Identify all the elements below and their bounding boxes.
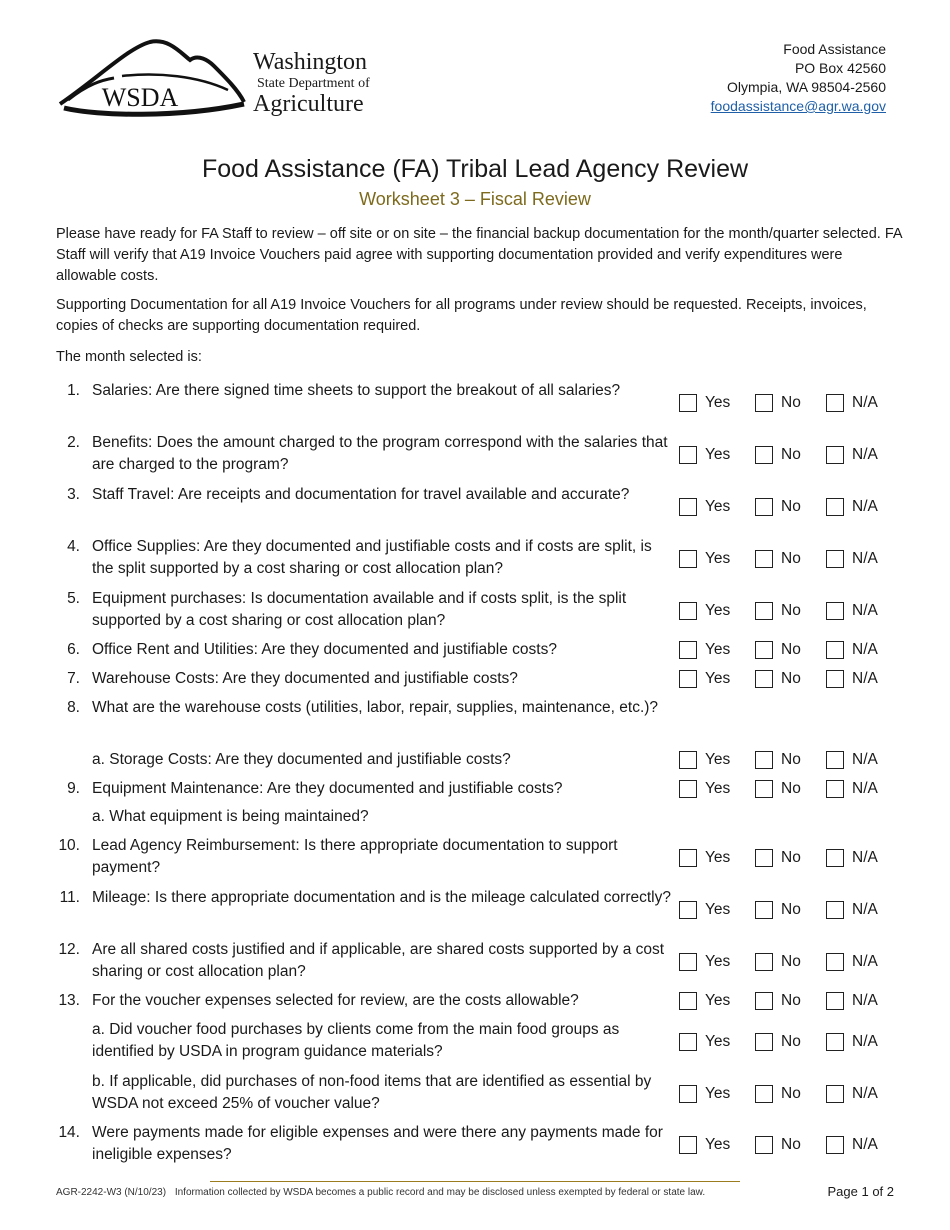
- option-yes[interactable]: [679, 1031, 730, 1053]
- question-row: [56, 806, 916, 828]
- yes-checkbox[interactable]: [679, 602, 697, 620]
- option-no[interactable]: [755, 1134, 801, 1156]
- answer-options: [679, 887, 919, 933]
- no-checkbox[interactable]: [755, 1136, 773, 1154]
- answer-options: [679, 639, 919, 661]
- question-number: 3.: [67, 486, 80, 503]
- yes-checkbox[interactable]: [679, 751, 697, 769]
- question-number: 6.: [67, 641, 80, 658]
- yes-label: Yes: [705, 394, 731, 411]
- answer-options: [679, 1122, 919, 1168]
- option-no[interactable]: [755, 548, 801, 570]
- intro-text: [56, 224, 906, 345]
- na-label: N/A: [852, 901, 878, 918]
- option-na[interactable]: [826, 639, 878, 661]
- na-label: N/A: [852, 446, 878, 463]
- option-na[interactable]: [826, 778, 878, 800]
- no-label: No: [781, 751, 801, 768]
- option-yes[interactable]: [679, 639, 730, 661]
- na-label: N/A: [852, 953, 878, 970]
- question-text: Office Rent and Utilities: Are they documented and justifiable costs?: [92, 641, 557, 658]
- na-label: N/A: [852, 602, 878, 619]
- no-checkbox[interactable]: [755, 901, 773, 919]
- question-number: 2.: [67, 434, 80, 451]
- question-text: Lead Agency Reimbursement: Is there appropriate documentation to support payment?: [92, 837, 618, 876]
- email-link[interactable]: foodassistance@agr.wa.gov: [710, 98, 886, 114]
- question-number: 8.: [67, 699, 80, 716]
- no-label: No: [781, 1033, 801, 1050]
- na-checkbox[interactable]: [826, 780, 844, 798]
- yes-checkbox[interactable]: [679, 670, 697, 688]
- option-yes[interactable]: [679, 392, 730, 414]
- na-checkbox[interactable]: [826, 446, 844, 464]
- question-text: Mileage: Is there appropriate documentation and is the mileage calculated correctly?: [92, 889, 671, 906]
- no-label: No: [781, 641, 801, 658]
- yes-checkbox[interactable]: [679, 901, 697, 919]
- question-text: a. Did voucher food purchases by clients come from the main food groups as identified by USDA in program guidance materials?: [92, 1021, 620, 1060]
- question-text: b. If applicable, did purchases of non-food items that are identified as essential by WSDA not exceed 25% of voucher value?: [92, 1073, 652, 1112]
- option-yes[interactable]: [679, 899, 730, 921]
- answer-options: [679, 1019, 919, 1065]
- answer-options: [679, 1071, 919, 1117]
- na-checkbox[interactable]: [826, 1085, 844, 1103]
- na-label: N/A: [852, 1136, 878, 1153]
- yes-label: Yes: [705, 751, 731, 768]
- org-name-line3: Agriculture: [253, 91, 364, 117]
- option-na[interactable]: [826, 1083, 878, 1105]
- no-checkbox[interactable]: [755, 394, 773, 412]
- yes-checkbox[interactable]: [679, 780, 697, 798]
- answer-options: [679, 668, 919, 690]
- mountain-logo-icon: [58, 38, 248, 120]
- footer-notice: [56, 1187, 705, 1198]
- page-subtitle: Worksheet 3 – Fiscal Review: [359, 189, 591, 209]
- na-label: N/A: [852, 849, 878, 866]
- na-checkbox[interactable]: [826, 670, 844, 688]
- address-block: [711, 40, 886, 116]
- na-label: N/A: [852, 1085, 878, 1102]
- month-selected-label: The month selected is:: [56, 349, 202, 365]
- no-checkbox[interactable]: [755, 446, 773, 464]
- no-label: No: [781, 992, 801, 1009]
- na-label: N/A: [852, 394, 878, 411]
- na-checkbox[interactable]: [826, 992, 844, 1010]
- question-text: Equipment Maintenance: Are they documented and justifiable costs?: [92, 780, 563, 797]
- yes-label: Yes: [705, 849, 731, 866]
- yes-checkbox[interactable]: [679, 1085, 697, 1103]
- question-text: What are the warehouse costs (utilities, labor, repair, supplies, maintenance, etc.)?: [92, 699, 659, 716]
- page-number: Page 1 of 2: [827, 1184, 894, 1199]
- option-na[interactable]: [826, 847, 878, 869]
- question-number: 9.: [67, 780, 80, 797]
- na-label: N/A: [852, 550, 878, 567]
- answer-options: [679, 588, 919, 634]
- address-line: Food Assistance: [783, 41, 886, 57]
- question-row: [56, 380, 916, 426]
- question-row: [56, 432, 916, 478]
- option-no[interactable]: [755, 1083, 801, 1105]
- option-yes[interactable]: [679, 778, 730, 800]
- no-label: No: [781, 901, 801, 918]
- question-text: Are all shared costs justified and if applicable, are shared costs supported by a cost sharing or cost allocation plan?: [92, 941, 665, 980]
- option-na[interactable]: [826, 749, 878, 771]
- na-label: N/A: [852, 498, 878, 515]
- question-number: 13.: [58, 992, 80, 1009]
- question-text: a. What equipment is being maintained?: [92, 808, 369, 825]
- option-yes[interactable]: [679, 668, 730, 690]
- na-checkbox[interactable]: [826, 751, 844, 769]
- na-checkbox[interactable]: [826, 550, 844, 568]
- question-row: [56, 749, 916, 771]
- question-text: Equipment purchases: Is documentation available and if costs split, is the split supported by a cost sharing or cost allocation plan?: [92, 590, 627, 629]
- no-label: No: [781, 953, 801, 970]
- option-na[interactable]: [826, 1134, 878, 1156]
- page-title: Food Assistance (FA) Tribal Lead Agency Review: [201, 155, 749, 183]
- question-number: 4.: [67, 538, 80, 555]
- option-yes[interactable]: [679, 749, 730, 771]
- answer-options: [679, 380, 919, 426]
- option-no[interactable]: [755, 990, 801, 1012]
- option-na[interactable]: [826, 1031, 878, 1053]
- na-checkbox[interactable]: [826, 498, 844, 516]
- option-na[interactable]: [826, 392, 878, 414]
- question-number: 7.: [67, 670, 80, 687]
- answer-options: [679, 536, 919, 582]
- question-text: For the voucher expenses selected for review, are the costs allowable?: [92, 992, 579, 1009]
- answer-options: [679, 484, 919, 530]
- question-row: [56, 1019, 916, 1065]
- no-checkbox[interactable]: [755, 751, 773, 769]
- intro-paragraph-1: Please have ready for FA Staff to review – off site or on site – the financial backup documentation for the month/quarter selected. FA Staff will verify that A19 Invoice Vouchers paid agree with supporting documentation provided and verify expenditures were allowable costs.: [56, 226, 902, 284]
- answer-options: [679, 939, 919, 985]
- question-number: 1.: [67, 382, 80, 399]
- na-label: N/A: [852, 751, 878, 768]
- option-na[interactable]: [826, 496, 878, 518]
- yes-checkbox[interactable]: [679, 953, 697, 971]
- yes-checkbox[interactable]: [679, 394, 697, 412]
- yes-label: Yes: [705, 1085, 731, 1102]
- no-label: No: [781, 602, 801, 619]
- no-label: No: [781, 670, 801, 687]
- question-row: [56, 588, 916, 634]
- na-label: N/A: [852, 641, 878, 658]
- yes-label: Yes: [705, 992, 731, 1009]
- na-checkbox[interactable]: [826, 1136, 844, 1154]
- org-name-line2: State Department of: [257, 76, 370, 91]
- no-checkbox[interactable]: [755, 953, 773, 971]
- na-checkbox[interactable]: [826, 849, 844, 867]
- no-checkbox[interactable]: [755, 1085, 773, 1103]
- question-row: [56, 536, 916, 582]
- option-yes[interactable]: [679, 951, 730, 973]
- question-text: Staff Travel: Are receipts and documentation for travel available and accurate?: [92, 486, 630, 503]
- yes-checkbox[interactable]: [679, 992, 697, 1010]
- question-row: [56, 1122, 916, 1168]
- public-record-notice: Information collected by WSDA becomes a public record and may be disclosed unless exempted by federal or state law.: [174, 1187, 706, 1198]
- no-checkbox[interactable]: [755, 780, 773, 798]
- question-text: Salaries: Are there signed time sheets to support the breakout of all salaries?: [92, 382, 621, 399]
- option-no[interactable]: [755, 392, 801, 414]
- option-no[interactable]: [755, 496, 801, 518]
- option-yes[interactable]: [679, 444, 730, 466]
- option-na[interactable]: [826, 444, 878, 466]
- answer-options: [679, 990, 919, 1012]
- no-label: No: [781, 849, 801, 866]
- intro-paragraph-2: Supporting Documentation for all A19 Invoice Vouchers for all programs under review should be requested. Receipts, invoices, copies of checks are supporting documentation required.: [56, 297, 867, 334]
- logo-wsda-text: WSDA: [101, 83, 179, 112]
- yes-label: Yes: [705, 953, 731, 970]
- question-number: 12.: [58, 941, 80, 958]
- question-row: [56, 835, 916, 881]
- no-checkbox[interactable]: [755, 602, 773, 620]
- yes-checkbox[interactable]: [679, 1136, 697, 1154]
- option-no[interactable]: [755, 600, 801, 622]
- no-label: No: [781, 1136, 801, 1153]
- org-name-line1: Washington: [253, 49, 368, 75]
- yes-label: Yes: [705, 1033, 731, 1050]
- no-label: No: [781, 780, 801, 797]
- no-checkbox[interactable]: [755, 670, 773, 688]
- question-text: a. Storage Costs: Are they documented and justifiable costs?: [92, 751, 511, 768]
- answer-options: [679, 835, 919, 881]
- question-row: [56, 484, 916, 530]
- option-no[interactable]: [755, 951, 801, 973]
- option-no[interactable]: [755, 847, 801, 869]
- option-yes[interactable]: [679, 548, 730, 570]
- answer-options: [679, 778, 919, 800]
- option-na[interactable]: [826, 899, 878, 921]
- no-checkbox[interactable]: [755, 1033, 773, 1051]
- question-number: 14.: [58, 1124, 80, 1141]
- option-yes[interactable]: [679, 847, 730, 869]
- question-row: [56, 990, 916, 1012]
- option-no[interactable]: [755, 639, 801, 661]
- no-label: No: [781, 394, 801, 411]
- question-number: 5.: [67, 590, 80, 607]
- question-row: [56, 1071, 916, 1117]
- option-yes[interactable]: [679, 1083, 730, 1105]
- na-checkbox[interactable]: [826, 602, 844, 620]
- form-number: AGR-2242-W3 (N/10/23): [56, 1187, 167, 1198]
- yes-label: Yes: [705, 670, 731, 687]
- wsda-logo: [58, 38, 378, 120]
- no-checkbox[interactable]: [755, 550, 773, 568]
- option-no[interactable]: [755, 1031, 801, 1053]
- question-text: Warehouse Costs: Are they documented and justifiable costs?: [92, 670, 518, 687]
- na-checkbox[interactable]: [826, 1033, 844, 1051]
- no-label: No: [781, 446, 801, 463]
- na-checkbox[interactable]: [826, 901, 844, 919]
- yes-checkbox[interactable]: [679, 498, 697, 516]
- no-checkbox[interactable]: [755, 641, 773, 659]
- na-checkbox[interactable]: [826, 953, 844, 971]
- option-no[interactable]: [755, 749, 801, 771]
- yes-label: Yes: [705, 901, 731, 918]
- na-checkbox[interactable]: [826, 641, 844, 659]
- answer-options: [679, 432, 919, 478]
- no-label: No: [781, 498, 801, 515]
- address-line: PO Box 42560: [794, 60, 886, 76]
- yes-label: Yes: [705, 641, 731, 658]
- option-no[interactable]: [755, 899, 801, 921]
- na-label: N/A: [852, 780, 878, 797]
- na-label: N/A: [852, 992, 878, 1009]
- yes-label: Yes: [705, 446, 731, 463]
- yes-checkbox[interactable]: [679, 641, 697, 659]
- option-no[interactable]: [755, 778, 801, 800]
- option-na[interactable]: [826, 600, 878, 622]
- yes-label: Yes: [705, 550, 731, 567]
- option-yes[interactable]: [679, 496, 730, 518]
- question-row: [56, 778, 916, 800]
- na-label: N/A: [852, 670, 878, 687]
- option-yes[interactable]: [679, 1134, 730, 1156]
- yes-checkbox[interactable]: [679, 446, 697, 464]
- question-number: 10.: [58, 837, 80, 854]
- no-label: No: [781, 550, 801, 567]
- yes-label: Yes: [705, 602, 731, 619]
- no-checkbox[interactable]: [755, 498, 773, 516]
- no-checkbox[interactable]: [755, 992, 773, 1010]
- option-na[interactable]: [826, 668, 878, 690]
- no-label: No: [781, 1085, 801, 1102]
- option-na[interactable]: [826, 951, 878, 973]
- address-line: Olympia, WA 98504-2560: [726, 79, 886, 95]
- question-row: [56, 639, 916, 661]
- yes-checkbox[interactable]: [679, 849, 697, 867]
- option-no[interactable]: [755, 668, 801, 690]
- yes-label: Yes: [705, 498, 731, 515]
- answer-options: [679, 749, 919, 771]
- question-text: Benefits: Does the amount charged to the program correspond with the salaries that are charged to the program?: [92, 434, 668, 473]
- yes-label: Yes: [705, 1136, 731, 1153]
- na-checkbox[interactable]: [826, 394, 844, 412]
- question-text: Office Supplies: Are they documented and justifiable costs and if costs are split, is the split supported by a cost sharing or cost allocation plan?: [92, 538, 652, 577]
- yes-checkbox[interactable]: [679, 1033, 697, 1051]
- option-na[interactable]: [826, 548, 878, 570]
- question-row: [56, 939, 916, 985]
- option-yes[interactable]: [679, 990, 730, 1012]
- question-number: 11.: [59, 889, 80, 906]
- no-checkbox[interactable]: [755, 849, 773, 867]
- footer-divider: [210, 1181, 740, 1182]
- yes-label: Yes: [705, 780, 731, 797]
- option-no[interactable]: [755, 444, 801, 466]
- question-row: [56, 887, 916, 933]
- question-row: [56, 668, 916, 690]
- option-na[interactable]: [826, 990, 878, 1012]
- na-label: N/A: [852, 1033, 878, 1050]
- question-text: Were payments made for eligible expenses and were there any payments made for ineligible expenses?: [92, 1124, 663, 1163]
- option-yes[interactable]: [679, 600, 730, 622]
- yes-checkbox[interactable]: [679, 550, 697, 568]
- question-row: [56, 697, 916, 743]
